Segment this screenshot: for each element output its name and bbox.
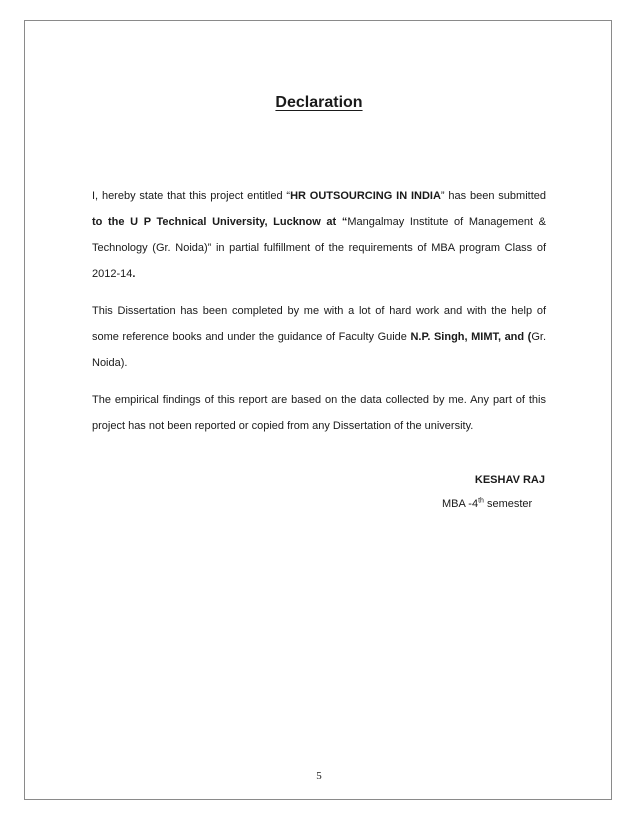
paragraph-2: [92, 298, 546, 376]
role-prefix: MBA -4: [442, 498, 479, 510]
p1-period: .: [132, 268, 136, 280]
paragraph-1: [92, 183, 546, 287]
p1-text-2: ” has been submitted: [440, 190, 546, 202]
page-title: Declaration: [275, 94, 363, 111]
signature-role: [442, 498, 532, 510]
paragraph-3: [92, 387, 546, 439]
p2-text-2: Gr. Noida).: [92, 331, 546, 369]
project-title: HR OUTSOURCING IN INDIA: [290, 190, 441, 202]
faculty-guide: N.P. Singh, MIMT, and (: [410, 331, 532, 343]
p2-text-1: This Dissertation has been completed by me with a lot of hard work and with the help of some reference books and under the guidance of Faculty Guide: [92, 305, 546, 343]
signature-name: KESHAV RAJ: [474, 474, 545, 486]
university-name: to the U P Technical University, Lucknow at “: [92, 216, 348, 228]
role-superscript: th: [478, 497, 484, 505]
p1-text-1: I, hereby state that this project entitled “: [92, 190, 291, 202]
declaration-body: [92, 183, 546, 450]
page-number: 5: [316, 770, 322, 782]
p3-text-1: The empirical findings of this report are based on the data collected by me. Any part of this project has not been reported or copied from any Dissertation of the university.: [92, 394, 546, 432]
p1-text-3: Mangalmay Institute of Management & Technology (Gr. Noida)” in partial fulfillment of the requirements of MBA program Class of 2012-14: [92, 216, 546, 280]
role-suffix: semester: [483, 498, 533, 510]
